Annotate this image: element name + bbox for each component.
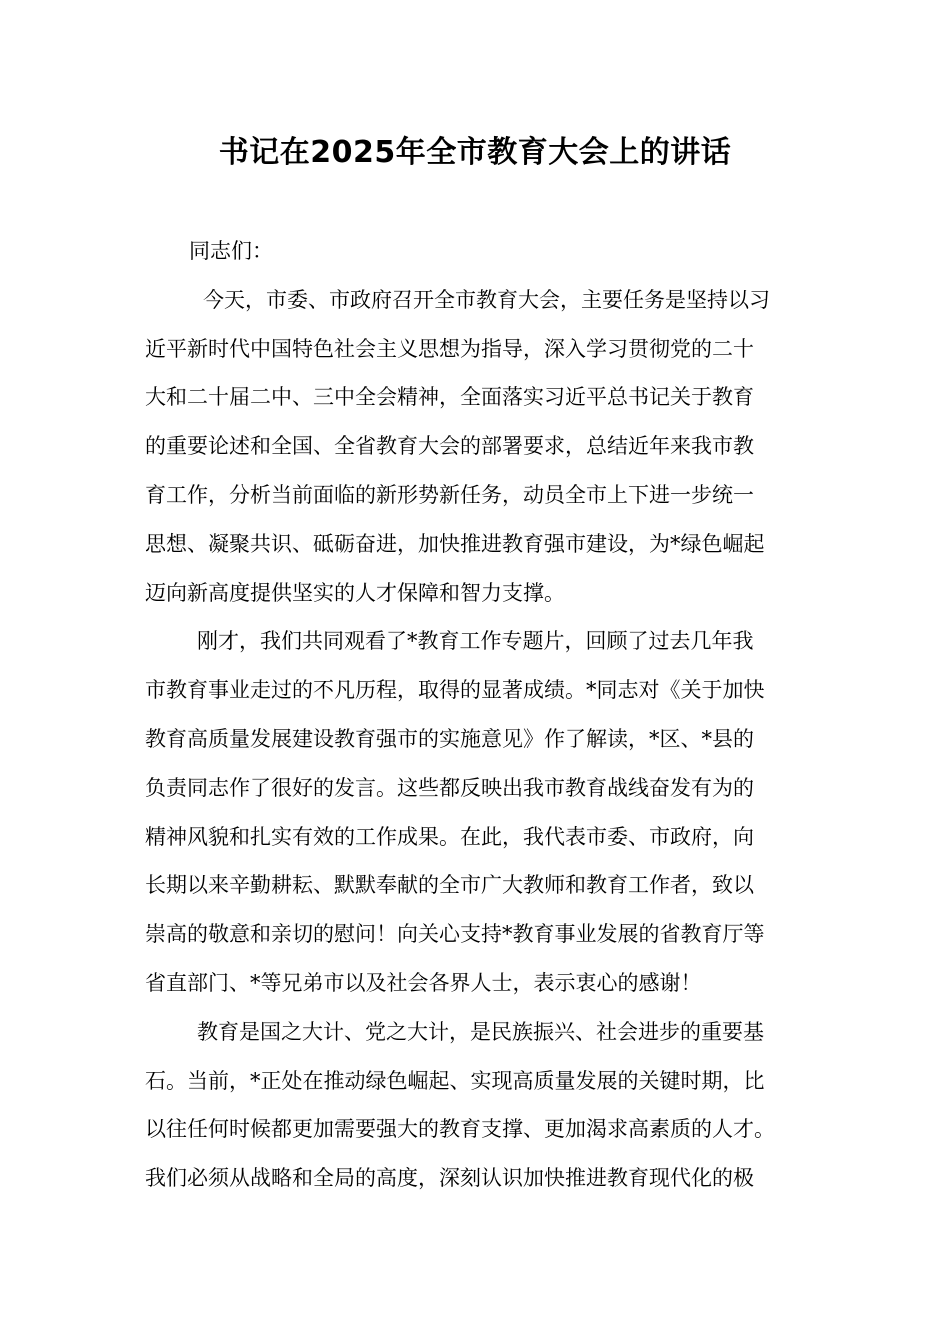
paragraph-line: 今天，市委、市政府召开全市教育大会，主要任务是坚持以习: [203, 287, 770, 312]
paragraph-line: 精神风貌和扎实有效的工作成果。在此，我代表市委、市政府，向: [145, 824, 754, 849]
document-body: [145, 227, 813, 1203]
paragraph-line: 大和二十届二中、三中全会精神，全面落实习近平总书记关于教育: [145, 385, 754, 410]
paragraph-line: 负责同志作了很好的发言。这些都反映出我市教育战线奋发有为的: [145, 775, 754, 800]
paragraph-line: 长期以来辛勤耕耘、默默奉献的全市广大教师和教育工作者，致以: [145, 873, 754, 898]
paragraph-2: [145, 617, 813, 1007]
salutation: 同志们：: [189, 239, 273, 263]
paragraph-line: 刚才，我们共同观看了*教育工作专题片，回顾了过去几年我: [197, 629, 754, 654]
paragraph-line: 迈向新高度提供坚实的人才保障和智力支撑。: [145, 580, 565, 605]
paragraph-1: [145, 276, 813, 618]
paragraph-line: 教育高质量发展建设教育强市的实施意见》作了解读，*区、*县的: [145, 726, 754, 751]
paragraph-line: 崇高的敬意和亲切的慰问！向关心支持*教育事业发展的省教育厅等: [145, 922, 765, 947]
paragraph-line: 教育是国之大计、党之大计，是民族振兴、社会进步的重要基: [197, 1019, 764, 1044]
paragraph-line: 我们必须从战略和全局的高度，深刻认识加快推进教育现代化的极: [145, 1166, 754, 1191]
paragraph-line: 近平新时代中国特色社会主义思想为指导，深入学习贯彻党的二十: [145, 336, 754, 361]
paragraph-3: [145, 1008, 813, 1203]
paragraph-line: 市教育事业走过的不凡历程，取得的显著成绩。*同志对《关于加快: [145, 678, 765, 703]
paragraph-line: 省直部门、*等兄弟市以及社会各界人士，表示衷心的感谢！: [145, 970, 702, 995]
paragraph-line: 的重要论述和全国、全省教育大会的部署要求，总结近年来我市教: [145, 434, 754, 459]
paragraph-line: 石。当前，*正处在推动绿色崛起、实现高质量发展的关键时期，比: [145, 1068, 765, 1093]
paragraph-line: 以往任何时候都更加需要强大的教育支撑、更加渴求高素质的人才。: [145, 1117, 775, 1142]
document-title: 书记在2025年全市教育大会上的讲话: [218, 135, 732, 170]
paragraph-line: 育工作，分析当前面临的新形势新任务，动员全市上下进一步统一: [145, 482, 754, 507]
paragraph-line: 思想、凝聚共识、砥砺奋进，加快推进教育强市建设，为*绿色崛起: [145, 531, 765, 556]
